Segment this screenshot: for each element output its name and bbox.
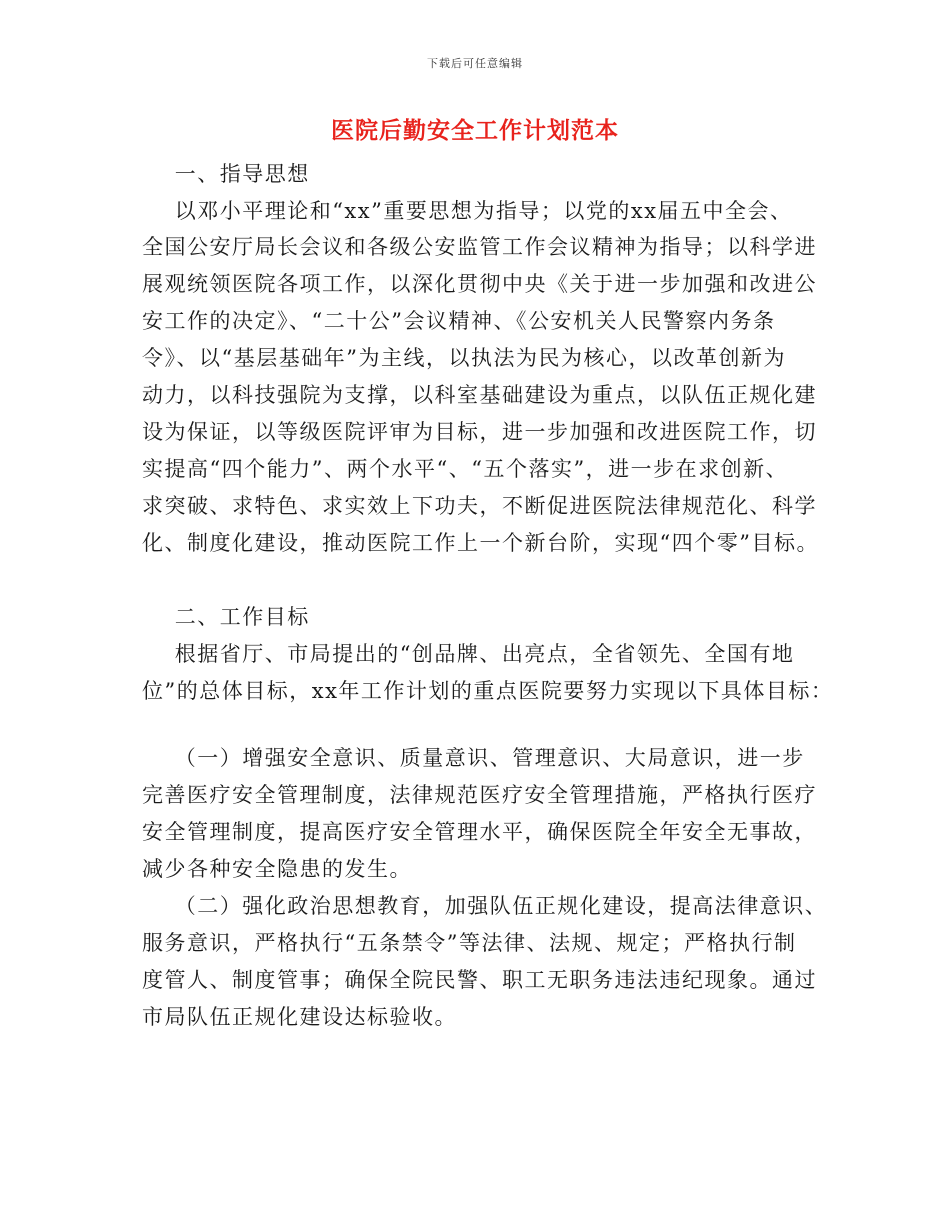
paragraph-line: 展观统领医院各项工作，以深化贯彻中央《关于进一步加强和改进公 bbox=[142, 272, 817, 296]
paragraph-line: 根据省厅、市局提出的“创品牌、出亮点，全省领先、全国有地 bbox=[142, 642, 795, 666]
paragraph-line: 完善医疗安全管理制度，法律规范医疗安全管理措施，严格执行医疗 bbox=[142, 783, 817, 807]
paragraph-line: 求突破、求特色、求实效上下功夫，不断促进医院法律规范化、科学 bbox=[142, 494, 817, 518]
section-heading: 一、指导思想 bbox=[142, 162, 310, 186]
paragraph-line: 设为保证，以等级医院评审为目标，进一步加强和改进医院工作，切 bbox=[142, 420, 817, 444]
paragraph-line: 全国公安厅局长会议和各级公安监管工作会议精神为指导；以科学进 bbox=[142, 235, 817, 259]
paragraph-line: 以邓小平理论和“xx”重要思想为指导；以党的xx届五中全会、 bbox=[142, 199, 793, 223]
paragraph-line: （二）强化政治思想教育，加强队伍正规化建设，提高法律意识、 bbox=[142, 894, 828, 918]
paragraph-line: 安工作的决定》、“二十公”会议精神、《公安机关人民警察内务条 bbox=[142, 309, 776, 333]
paragraph-line: 位”的总体目标，xx年工作计划的重点医院要努力实现以下具体目标： bbox=[142, 679, 834, 703]
header-note: 下载后可任意编辑 bbox=[427, 57, 523, 70]
paragraph-line: 度管人、制度管事；确保全院民警、职工无职务违法违纪现象。通过 bbox=[142, 968, 817, 992]
paragraph-line: 化、制度化建设，推动医院工作上一个新台阶，实现“四个零”目标。 bbox=[142, 531, 819, 555]
document-title: 医院后勤安全工作计划范本 bbox=[331, 117, 619, 144]
paragraph-line: （一）增强安全意识、质量意识、管理意识、大局意识，进一步 bbox=[142, 746, 805, 770]
paragraph-line: 动力，以科技强院为支撑，以科室基础建设为重点，以队伍正规化建 bbox=[142, 383, 817, 407]
section-heading: 二、工作目标 bbox=[142, 605, 310, 629]
paragraph-line: 市局队伍正规化建设达标验收。 bbox=[142, 1005, 457, 1029]
paragraph-line: 实提高“四个能力”、两个水平“、“五个落实”，进一步在求创新、 bbox=[142, 457, 789, 481]
paragraph-line: 令》、以“基层基础年”为主线，以执法为民为核心，以改革创新为 bbox=[142, 346, 786, 370]
paragraph-line: 服务意识，严格执行“五条禁令”等法律、法规、规定；严格执行制 bbox=[142, 931, 797, 955]
paragraph-line: 减少各种安全隐患的发生。 bbox=[142, 857, 412, 881]
paragraph-line: 安全管理制度，提高医疗安全管理水平，确保医院全年安全无事故， bbox=[142, 820, 817, 844]
